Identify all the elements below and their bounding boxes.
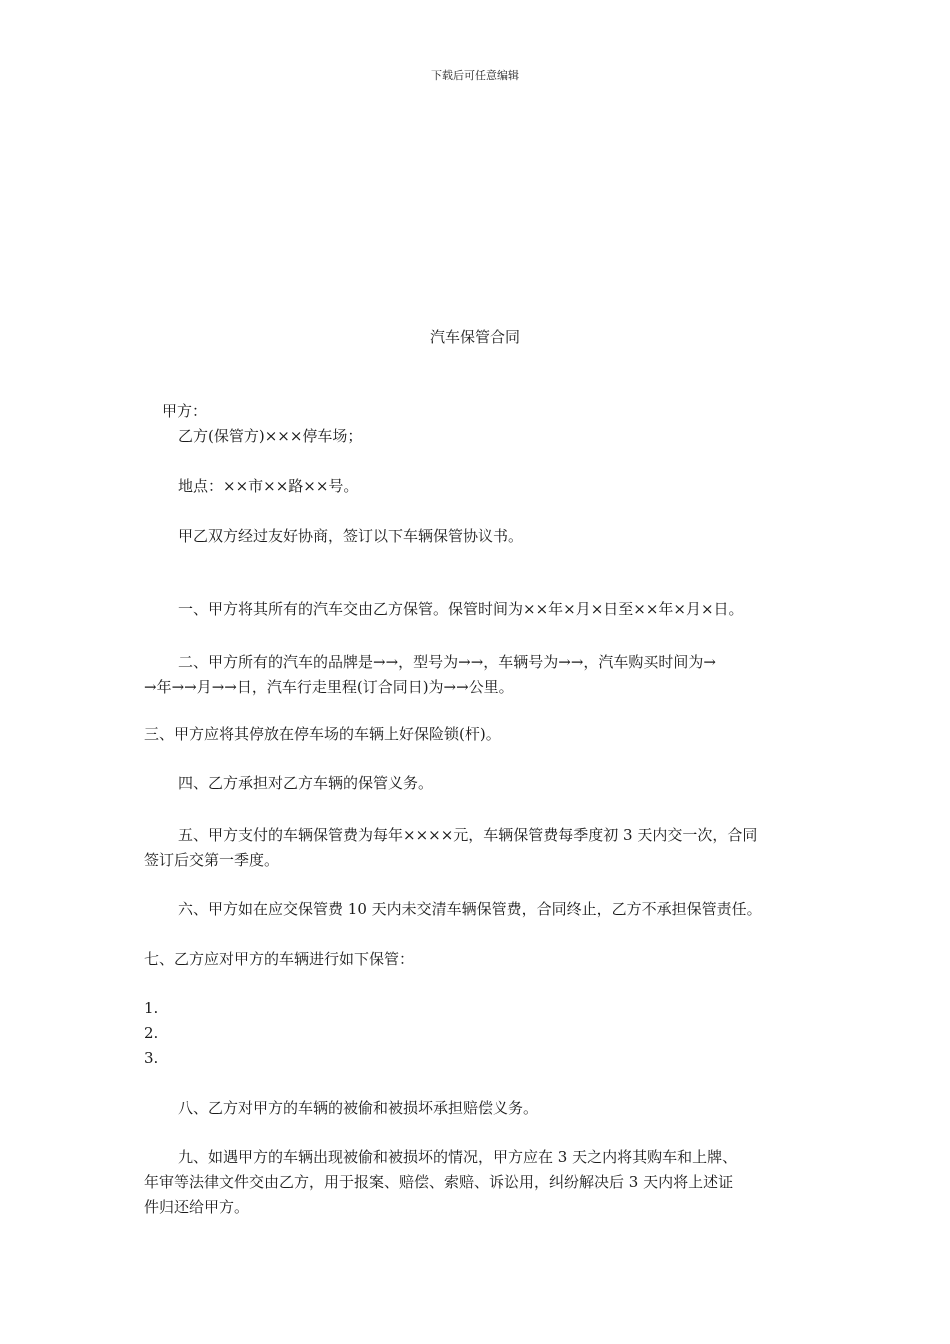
- clause-2-line-1: 二、甲方所有的汽车的品牌是→→，型号为→→，车辆号为→→，汽车购买时间为→: [178, 653, 716, 671]
- party-a-label: 甲方：: [162, 402, 208, 420]
- clause-3: 三、甲方应将其停放在停车场的车辆上好保险锁(杆)。: [144, 725, 501, 743]
- page-header-note: 下载后可任意编辑: [431, 69, 519, 82]
- clause-1: 一、甲方将其所有的汽车交由乙方保管。保管时间为××年×月×日至××年×月×日。: [178, 600, 744, 618]
- clause-6: 六、甲方如在应交保管费 10 天内未交清车辆保管费，合同终止，乙方不承担保管责任。: [178, 900, 762, 918]
- location-line: 地点：××市××路××号。: [178, 477, 359, 495]
- clause-8: 八、乙方对甲方的车辆的被偷和被损坏承担赔偿义务。: [178, 1099, 539, 1117]
- document-title: 汽车保管合同: [429, 328, 520, 346]
- clause-9-line-3: 件归还给甲方。: [144, 1198, 250, 1216]
- clause-4: 四、乙方承担对乙方车辆的保管义务。: [178, 774, 434, 792]
- intro-paragraph: 甲乙双方经过友好协商，签订以下车辆保管协议书。: [178, 527, 524, 545]
- clause-5-line-2: 签订后交第一季度。: [144, 851, 280, 869]
- clause-9-line-2: 年审等法律文件交由乙方，用于报案、赔偿、索赔、诉讼用，纠纷解决后 3 天内将上述证: [144, 1173, 734, 1191]
- clause-7: 七、乙方应对甲方的车辆进行如下保管：: [144, 950, 415, 968]
- clause-9-line-1: 九、如遇甲方的车辆出现被偷和被损坏的情况，甲方应在 3 天之内将其购车和上牌、: [178, 1148, 738, 1166]
- clause-5-line-1: 五、甲方支付的车辆保管费为每年××××元，车辆保管费每季度初 3 天内交一次，合同: [178, 826, 758, 844]
- clause-2-line-2: →年→→月→→日，汽车行走里程(订合同日)为→→公里。: [144, 678, 514, 696]
- party-b-line: 乙方(保管方)×××停车场；: [178, 427, 363, 445]
- clause-7-item-2: 2.: [144, 1024, 159, 1042]
- clause-7-item-3: 3.: [144, 1049, 159, 1067]
- clause-7-item-1: 1.: [144, 999, 159, 1017]
